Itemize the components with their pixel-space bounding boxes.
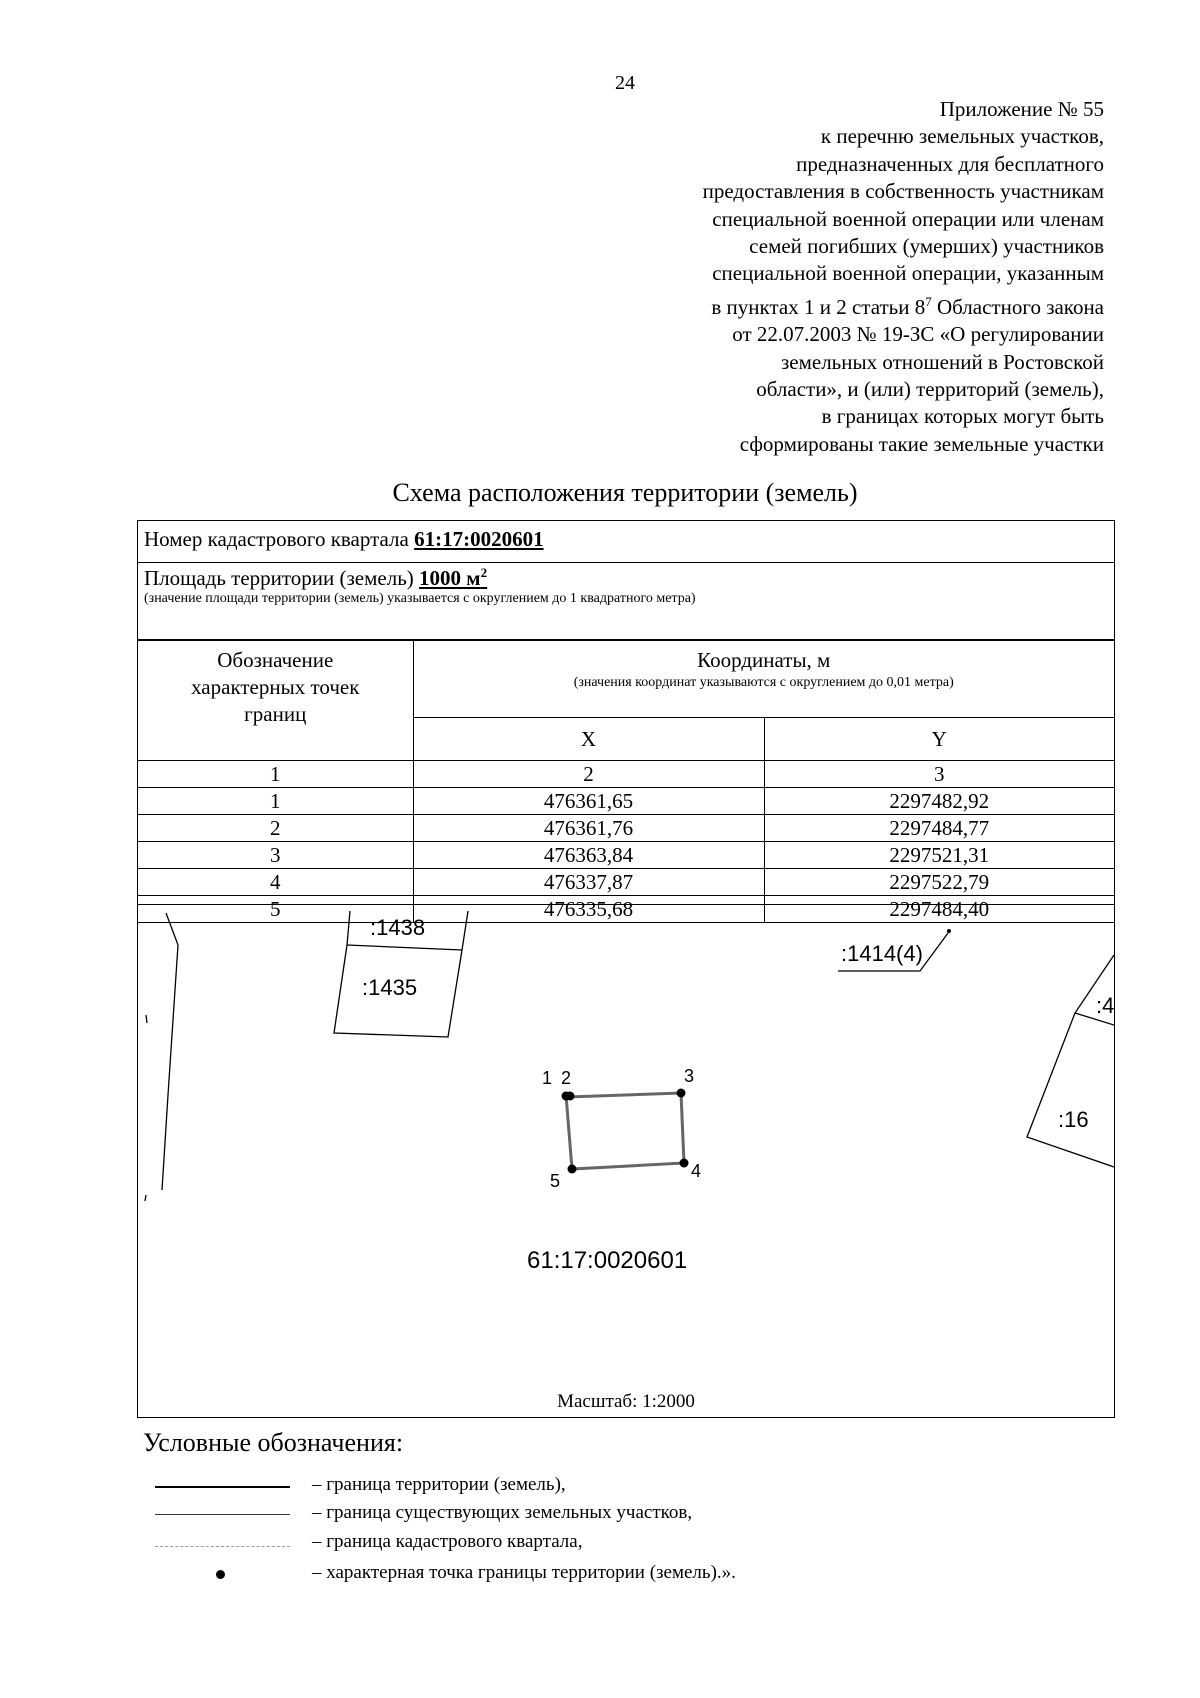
y-cell: 2297522,79 <box>764 869 1114 896</box>
appendix-line: от 22.07.2003 № 19-ЗС «О регулировании <box>732 322 1104 347</box>
header-coordinates-note: (значения координат указываются с округлением до 0,01 метра) <box>573 675 954 690</box>
point-cell: 2 <box>138 815 413 842</box>
cadastral-quarter-row <box>138 521 1114 563</box>
x-cell: 476361,76 <box>413 815 764 842</box>
appendix-line: предназначенных для бесплатного <box>796 151 1104 176</box>
label-point-5: 5 <box>550 1171 561 1191</box>
appendix-line: специальной военной операции или членам <box>712 206 1104 231</box>
legend-title: Условные обозначения: <box>143 1428 404 1457</box>
header-x: X <box>413 718 764 761</box>
scheme-title: Схема расположения территории (земель) <box>392 478 858 507</box>
map-drawing <box>138 905 1114 1419</box>
label-point-4: 4 <box>691 1161 702 1181</box>
territory-boundary <box>566 1093 684 1169</box>
point-cell: 5 <box>138 896 413 923</box>
label-point-1: 1 <box>542 1068 553 1088</box>
point-marker <box>568 1165 577 1174</box>
table-row <box>138 815 1114 842</box>
quarter-label: Номер кадастрового квартала <box>144 527 415 551</box>
scheme-frame <box>137 520 1115 1418</box>
page-number: 24 <box>615 72 635 94</box>
table-row <box>138 788 1114 815</box>
appendix-article-text: в пунктах 1 и 2 статьи 8 <box>711 294 926 319</box>
index-cell: 1 <box>138 761 413 788</box>
table-row <box>138 869 1114 896</box>
appendix-line: сформированы такие земельные участки <box>739 431 1104 456</box>
area-row <box>138 563 1114 640</box>
area-unit-sup: 2 <box>480 565 488 580</box>
legend-sample-quarter <box>155 1546 290 1547</box>
legend-text: – граница существующих земельных участков, <box>312 1502 693 1523</box>
legend-sample-territory <box>155 1486 290 1488</box>
characteristic-points <box>562 1089 689 1174</box>
header-coordinates <box>413 641 1114 718</box>
label-point-2: 2 <box>561 1068 572 1088</box>
appendix-header <box>544 96 1104 458</box>
label-point-3: 3 <box>684 1066 695 1086</box>
point-cell: 4 <box>138 869 413 896</box>
label-parcel-1414: :1414(4) <box>841 941 923 966</box>
point-cell: 1 <box>138 788 413 815</box>
appendix-line-article <box>544 288 1104 321</box>
label-parcel-1438: :1438 <box>370 915 426 940</box>
coordinates-table <box>138 640 1114 923</box>
point-marker <box>566 1092 575 1101</box>
y-cell: 2297484,77 <box>764 815 1114 842</box>
appendix-article-tail: Областного закона <box>931 294 1104 319</box>
header-y: Y <box>764 718 1114 761</box>
point-cell: 3 <box>138 842 413 869</box>
quarter-value: 61:17:0020601 <box>414 527 544 551</box>
y-cell: 2297521,31 <box>764 842 1114 869</box>
appendix-article-sup: 7 <box>925 293 932 309</box>
existing-parcels-right <box>1027 955 1114 1167</box>
legend-sample-parcels <box>155 1514 290 1515</box>
legend-text: – характерная точка границы территории (земель).». <box>312 1562 736 1583</box>
table-index-row <box>138 761 1114 788</box>
point-marker <box>677 1089 686 1098</box>
area-value-wrap <box>419 566 487 590</box>
appendix-line: земельных отношений в Ростовской <box>780 349 1104 374</box>
x-cell: 476337,87 <box>413 869 764 896</box>
x-cell: 476361,65 <box>413 788 764 815</box>
label-parcel-1435: :1435 <box>362 975 418 1000</box>
header-coordinates-text: Координаты, м <box>697 648 831 672</box>
appendix-line: Приложение № 55 <box>939 97 1104 121</box>
appendix-line: семей погибших (умерших) участников <box>749 234 1104 259</box>
appendix-line: в границах которых могут быть <box>821 404 1104 429</box>
header-points <box>138 641 413 761</box>
label-parcel-16: :16 <box>1058 1107 1089 1132</box>
area-value: 1000 м <box>419 566 481 590</box>
label-parcel-partial: :4 <box>1096 993 1115 1018</box>
existing-parcels-left <box>145 913 178 1201</box>
appendix-line: к перечню земельных участков, <box>820 124 1104 149</box>
legend-sample-point-icon <box>216 1570 225 1579</box>
area-label: Площадь территории (земель) <box>144 566 420 590</box>
map-scale: Масштаб: 1:2000 <box>557 1391 695 1412</box>
x-cell: 476363,84 <box>413 842 764 869</box>
index-cell: 3 <box>764 761 1114 788</box>
index-cell: 2 <box>413 761 764 788</box>
appendix-line: предоставления в собственность участникам <box>702 179 1104 204</box>
header-points-text: Обозначение характерных точек границ <box>191 648 360 726</box>
area-note: (значение площади территории (земель) указывается с округлением до 1 квадратного метра) <box>144 591 696 606</box>
legend-text: – граница территории (земель), <box>312 1474 566 1495</box>
scheme-map <box>138 904 1114 1419</box>
appendix-line: области», и (или) территорий (земель), <box>756 377 1104 402</box>
y-cell: 2297484,40 <box>764 896 1114 923</box>
label-quarter: 61:17:0020601 <box>527 1247 688 1274</box>
table-row <box>138 842 1114 869</box>
appendix-line: специальной военной операции, указанным <box>712 261 1104 286</box>
x-cell: 476335,68 <box>413 896 764 923</box>
y-cell: 2297482,92 <box>764 788 1114 815</box>
point-marker <box>680 1159 689 1168</box>
legend-text: – граница кадастрового квартала, <box>312 1531 583 1552</box>
leader-1414-tip <box>947 929 951 933</box>
